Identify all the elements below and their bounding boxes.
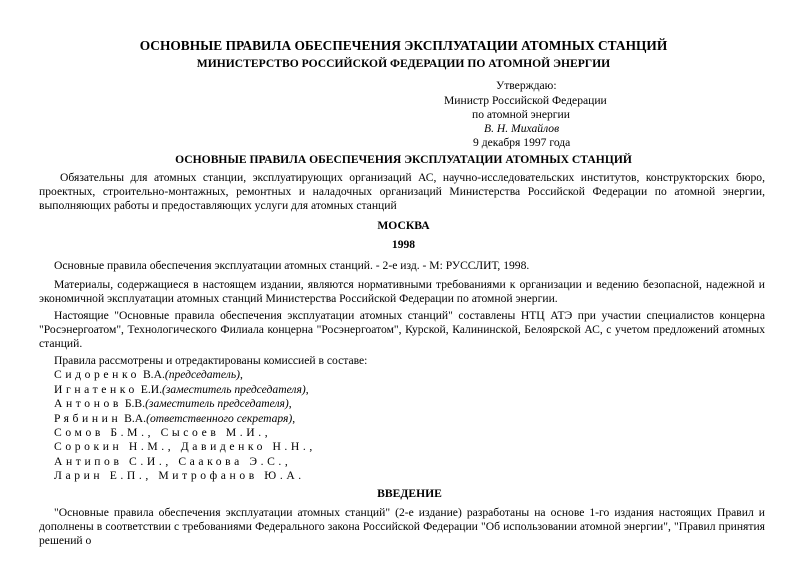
member-initials: В.А.	[142, 368, 165, 381]
introduction-heading: ВВЕДЕНИЕ	[377, 487, 442, 500]
committee-members-line: Ларин Е.П., Митрофанов Ю.А.	[54, 469, 305, 482]
member-role: (заместитель председателя)	[162, 383, 306, 396]
member-role: (ответственного секретаря)	[146, 412, 293, 425]
approval-date: 9 декабря 1997 года	[473, 136, 571, 149]
committee-members-line: Сомов Б.М., Сысоев М.И.,	[54, 426, 272, 439]
materials-paragraph: Материалы, содержащиеся в настоящем издании, являются нормативными требованиями к организации и ведению безопасной, надежной и экономичной эксплуатации атомных станций Министерства Российской Федерации по атомной энергии.	[39, 278, 765, 306]
publication-year: 1998	[391, 238, 416, 251]
introduction-paragraph: "Основные правила обеспечения эксплуатации атомных станций" (2-е издание) разработаны на основе 1-го издания настоящих Правил и дополнены в соответствии с требованиями Федерального закона Российской Федерации "Об использовании атомной энергии", "Правил принятия решений о	[39, 506, 765, 548]
main-title: ОСНОВНЫЕ ПРАВИЛА ОБЕСПЕЧЕНИЯ ЭКСПЛУАТАЦИИ АТОМНЫХ СТАНЦИЙ	[139, 38, 668, 53]
applicability-paragraph: Обязательны для атомных станции, эксплуатирующих организаций АС, научно-исследовательских институтов, конструкторских бюро, проектных, строительно-монтажных, ремонтных и наладочных организаций Министерства Российской Федерации по атомной энергии, выполняющих работы и предоставляющих услуги для атомных станций	[39, 171, 765, 213]
committee-members-line: Антипов С.И., Саакова Э.С.,	[54, 455, 292, 468]
committee-member: Антонов Б.В.(заместитель председателя),	[54, 397, 292, 410]
ministry-name: МИНИСТЕРСТВО РОССИЙСКОЙ ФЕДЕРАЦИИ ПО АТОМНОЙ ЭНЕРГИИ	[196, 57, 611, 70]
member-surname: Игнатенко	[54, 383, 138, 396]
approval-position-line-2: по атомной энергии	[472, 108, 570, 121]
committee-intro: Правила рассмотрены и отредактированы комиссией в составе:	[54, 354, 368, 367]
member-surname: Сидоренко	[54, 368, 141, 381]
secondary-title: ОСНОВНЫЕ ПРАВИЛА ОБЕСПЕЧЕНИЯ ЭКСПЛУАТАЦИИ АТОМНЫХ СТАНЦИЙ	[175, 153, 632, 166]
member-surname: Антонов	[54, 397, 122, 410]
member-role: (заместитель председателя)	[145, 397, 289, 410]
approval-position-line-1: Министр Российской Федерации	[444, 94, 607, 107]
member-role: (председатель)	[164, 368, 240, 381]
committee-member: Игнатенко Е.И.(заместитель председателя),	[54, 383, 309, 396]
approval-label: Утверждаю:	[496, 79, 557, 92]
approval-signatory: В. Н. Михайлов	[484, 122, 560, 135]
compiled-paragraph: Настоящие "Основные правила обеспечения эксплуатации атомных станций" составлены НТЦ АТЭ при участии специалистов концерна "Росэнергоатом", Технологического Филиала концерна "Росэнергоатом", Курской, Калининской, Белоярской АС, с учетом предложений атомных станций.	[39, 309, 765, 351]
citation-line: Основные правила обеспечения эксплуатации атомных станций. - 2-е изд. - М: РУССЛИТ, 1998.	[54, 259, 530, 272]
member-initials: Б.В.	[124, 397, 146, 410]
committee-member: Рябинин В.А.(ответственного секретаря),	[54, 412, 296, 425]
committee-members-line: Сорокин Н.М., Давиденко Н.Н.,	[54, 440, 316, 453]
city: МОСКВА	[377, 219, 430, 232]
committee-member: Сидоренко В.А.(председатель),	[54, 368, 243, 381]
member-surname: Рябинин	[54, 412, 122, 425]
member-initials: Е.И.	[140, 383, 163, 396]
member-initials: В.А.	[124, 412, 147, 425]
